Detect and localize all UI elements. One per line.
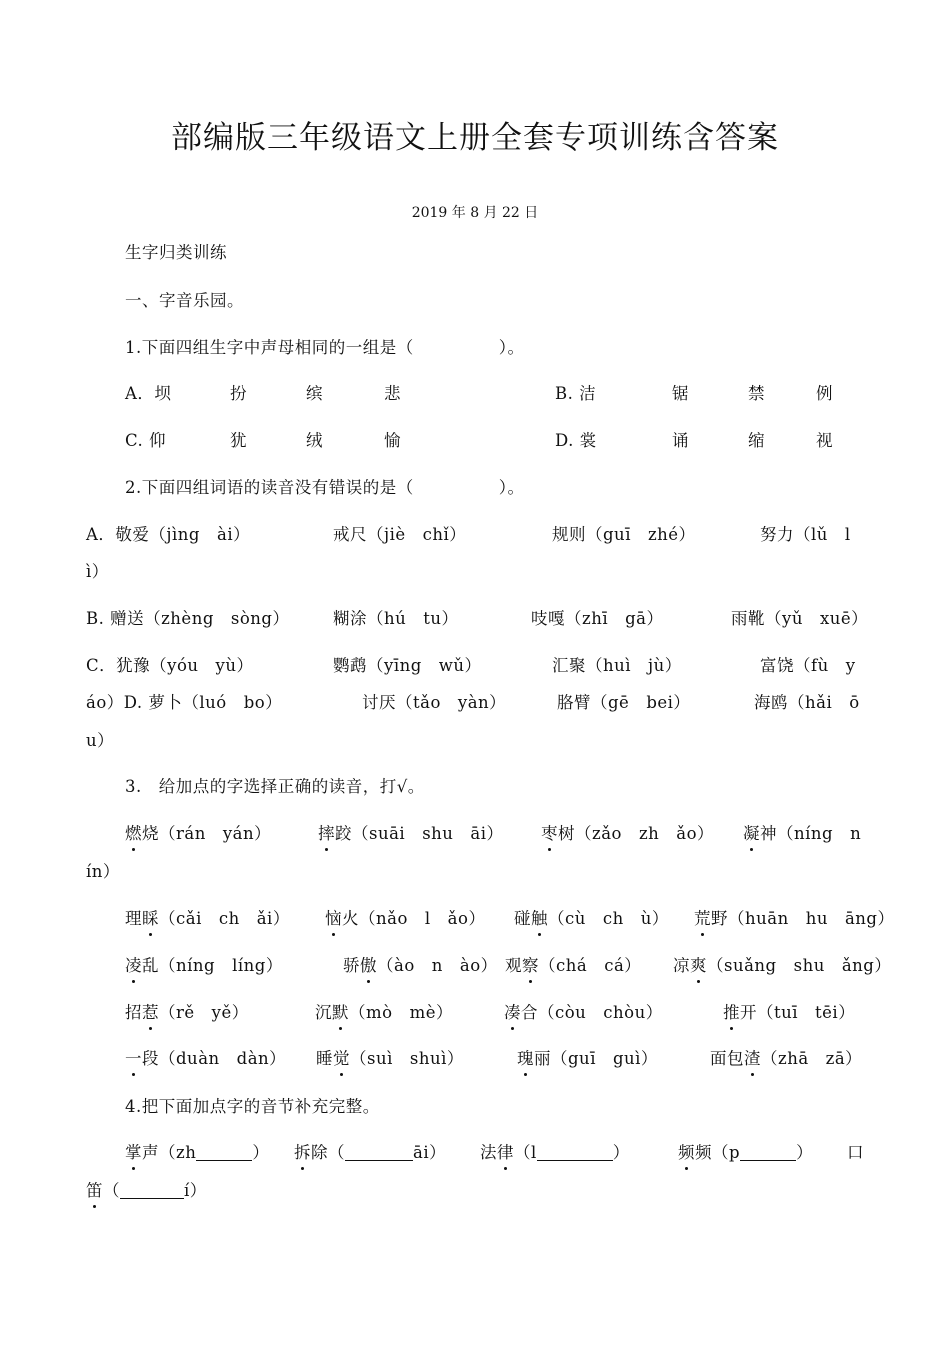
dotted-char: 摔: [318, 824, 335, 843]
q1-option-a-char-1: A．坝: [125, 384, 172, 403]
answer-blank[interactable]: [196, 1144, 252, 1161]
q2-option-a-word-3: 规则（guī zhé）: [552, 525, 696, 544]
q2-option-d-word-3: 胳臂（gē bei）: [557, 693, 691, 712]
dotted-char: 察: [522, 956, 539, 975]
q2-option-b-word-3: 吱嘎（zhī gā）: [531, 609, 664, 628]
part-heading: 一、字音乐园。: [125, 291, 244, 310]
q3-row2-word-2: 恼火（nǎo l ǎo）: [325, 909, 486, 928]
q2-option-a-word-2: 戒尺（jiè chǐ）: [333, 525, 467, 544]
q2-option-c-word-3: 汇聚（huì jù）: [552, 656, 682, 675]
dotted-char: 傲: [360, 956, 377, 975]
q3-row5-word-4: 面包渣（zhā zā）: [710, 1049, 863, 1068]
dotted-char: 惹: [142, 1003, 159, 1022]
q2-option-c-word-1: C．犹豫（yóu yù）: [86, 656, 254, 675]
q3-row2-word-4: 荒野（huān hu āng）: [694, 909, 895, 928]
dotted-char: 触: [531, 909, 548, 928]
dotted-char: 凑: [504, 1003, 521, 1022]
q1-option-b-char-1: B. 洁: [555, 384, 597, 403]
q1-option-d-char-4: 视: [816, 431, 833, 450]
q2-option-a-word-1: A．敬爱（jìng ài）: [86, 525, 251, 544]
q2-option-a-wrap: ì）: [86, 562, 109, 581]
dotted-char: 燃: [125, 824, 142, 843]
q2-option-d-wrap: u）: [86, 731, 115, 750]
dotted-char: 凌: [125, 956, 142, 975]
page-title: 部编版三年级语文上册全套专项训练含答案: [171, 120, 779, 156]
q2-option-b-word-4: 雨靴（yǔ xuē）: [731, 609, 869, 628]
q1-option-c-char-2: 犹: [230, 431, 247, 450]
dotted-char: 频: [678, 1143, 695, 1162]
answer-blank[interactable]: [345, 1144, 413, 1161]
dotted-char: 枣: [541, 824, 558, 843]
q3-row2-word-1: 理睬（cǎi ch ǎi）: [125, 909, 290, 928]
q4-item-5-start: 口: [847, 1143, 864, 1162]
dotted-char: 拆: [294, 1143, 311, 1162]
q3-row5-word-3: 瑰丽（guī guì）: [517, 1049, 658, 1068]
q2-option-c-word-2: 鹦鹉（yīng wǔ）: [333, 656, 482, 675]
question-2-stem: 2.下面四组词语的读音没有错误的是（ ）。: [125, 478, 525, 497]
q3-row4-word-4: 推开（tuī tēi）: [723, 1003, 856, 1022]
q2-option-d-word-1: áo）D. 萝卜（luó bo）: [86, 693, 283, 712]
dotted-char: 凝: [743, 824, 760, 843]
q1-option-a-char-4: 悲: [384, 384, 401, 403]
q4-item-4: 频频（p ）: [678, 1143, 814, 1162]
dotted-char: 瑰: [517, 1049, 534, 1068]
q1-option-b-char-4: 例: [816, 384, 833, 403]
q1-option-d-char-1: D. 裳: [555, 431, 597, 450]
dotted-char: 默: [332, 1003, 349, 1022]
dotted-char: 睬: [142, 909, 159, 928]
q1-option-c-char-3: 绒: [306, 431, 323, 450]
q3-row3-word-2: 骄傲（ào n ào）: [343, 956, 498, 975]
q3-row4-word-2: 沉默（mò mè）: [315, 1003, 453, 1022]
dotted-char: 律: [497, 1143, 514, 1162]
q2-option-a-word-4: 努力（lǔ l: [760, 525, 851, 544]
q3-row2-word-3: 碰触（cù ch ù）: [514, 909, 669, 928]
q2-option-d-word-4: 海鸥（hǎi ō: [754, 693, 860, 712]
q3-row5-word-2: 睡觉（suì shuì）: [316, 1049, 464, 1068]
dotted-char: 渣: [744, 1049, 761, 1068]
q3-row3-word-1: 凌乱（níng líng）: [125, 956, 283, 975]
q3-row3-word-4: 凉爽（suǎng shu ǎng）: [673, 956, 892, 975]
q3-row3-word-3: 观察（chá cá）: [505, 956, 642, 975]
q3-row5-word-1: 一段（duàn dàn）: [125, 1049, 287, 1068]
dotted-char: 推: [723, 1003, 740, 1022]
q2-option-b-word-2: 糊涂（hú tu）: [333, 609, 459, 628]
dotted-char: 觉: [333, 1049, 350, 1068]
q1-option-d-char-2: 诵: [672, 431, 689, 450]
q4-item-5-wrap: 笛（ í）: [86, 1181, 207, 1200]
dotted-char: 恼: [325, 909, 342, 928]
q3-row1-word-3: 枣树（zǎo zh ǎo）: [541, 824, 715, 843]
dotted-char: 笛: [86, 1181, 103, 1200]
q1-option-b-char-2: 锯: [672, 384, 689, 403]
dotted-char: 爽: [690, 956, 707, 975]
q1-option-d-char-3: 缩: [748, 431, 765, 450]
q4-item-3: 法律（l ）: [480, 1143, 630, 1162]
document-date: 2019 年 8 月 22 日: [411, 205, 539, 221]
q3-row1-word-4: 凝神（níng n: [743, 824, 862, 843]
q1-option-a-char-2: 扮: [230, 384, 247, 403]
q2-option-c-word-4: 富饶（fù y: [760, 656, 856, 675]
q1-option-b-char-3: 禁: [748, 384, 765, 403]
dotted-char: 掌: [125, 1143, 142, 1162]
q2-option-b-word-1: B. 赠送（zhèng sòng）: [86, 609, 290, 628]
section-heading: 生字归类训练: [125, 243, 227, 262]
question-3-stem: 3. 给加点的字选择正确的读音，打√。: [125, 777, 425, 796]
question-4-stem: 4.把下面加点字的音节补充完整。: [125, 1097, 380, 1116]
q3-row1-word-2: 摔跤（suāi shu āi）: [318, 824, 504, 843]
q3-row4-word-1: 招惹（rě yě）: [125, 1003, 249, 1022]
dotted-char: 一: [125, 1049, 142, 1068]
answer-blank[interactable]: [740, 1144, 796, 1161]
q1-option-a-char-3: 缤: [306, 384, 323, 403]
dotted-char: 荒: [694, 909, 711, 928]
answer-blank[interactable]: [120, 1182, 184, 1199]
answer-blank[interactable]: [537, 1144, 613, 1161]
q4-item-1: 掌声（zh ）: [125, 1143, 270, 1162]
q1-option-c-char-4: 愉: [384, 431, 401, 450]
q3-row1-word-1: 燃烧（rán yán）: [125, 824, 272, 843]
q2-option-d-word-2: 讨厌（tǎo yàn）: [362, 693, 507, 712]
q4-item-2: 拆除（ āi）: [294, 1143, 447, 1162]
q1-option-c-char-1: C. 仰: [125, 431, 167, 450]
q3-row1-wrap: ín）: [86, 862, 120, 881]
question-1-stem: 1.下面四组生字中声母相同的一组是（ ）。: [125, 338, 525, 357]
q3-row4-word-3: 凑合（còu chòu）: [504, 1003, 663, 1022]
